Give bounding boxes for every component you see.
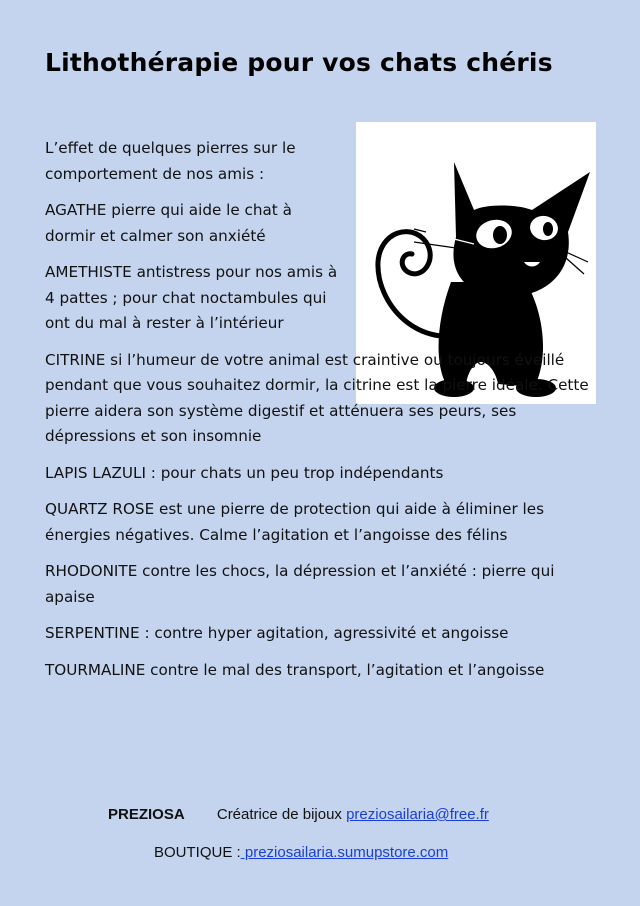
shop-label: BOUTIQUE :	[154, 844, 241, 861]
stone-citrine: CITRINE si l’humeur de votre animal est craintive ou toujours éveillé pendant que vous souhaitez dormir, la citrine est la pierre idéale. Cette pierre aidera son système digestif et atténuera ses peurs, ses dépressions et son insomnie	[45, 350, 589, 445]
brand-name: PREZIOSA	[108, 806, 185, 823]
email-link[interactable]: preziosailaria@free.fr	[346, 806, 489, 823]
stone-rhodonite: RHODONITE contre les chocs, la dépression et l’anxiété : pierre qui apaise	[45, 562, 555, 606]
stones-list	[45, 136, 593, 694]
stone-quartz-rose: QUARTZ ROSE est une pierre de protection qui aide à éliminer les énergies négatives. Calme l’agitation et l’angoisse des félins	[45, 500, 545, 544]
stone-serpentine: SERPENTINE : contre hyper agitation, agressivité et angoisse	[45, 624, 509, 642]
footer-shop-line	[154, 844, 448, 861]
page-title: Lithothérapie pour vos chats chéris	[45, 48, 553, 77]
footer-contact-line	[108, 806, 489, 823]
stone-agathe: AGATHE pierre qui aide le chat à dormir et calmer son anxiété	[45, 201, 292, 245]
stone-amethiste: AMETHISTE antistress pour nos amis à 4 pattes ; pour chat noctambules qui ont du mal à rester à l’intérieur	[45, 263, 338, 332]
stone-tourmaline: TOURMALINE contre le mal des transport, l’agitation et l’angoisse	[45, 660, 545, 679]
brand-tagline: Créatrice de bijoux	[216, 806, 342, 823]
intro-text: L’effet de quelques pierres sur le comportement de nos amis :	[45, 139, 296, 183]
shop-link[interactable]: preziosailaria.sumupstore.com	[240, 844, 449, 861]
stone-lapis-lazuli: LAPIS LAZULI : pour chats un peu trop indépendants	[45, 463, 444, 482]
